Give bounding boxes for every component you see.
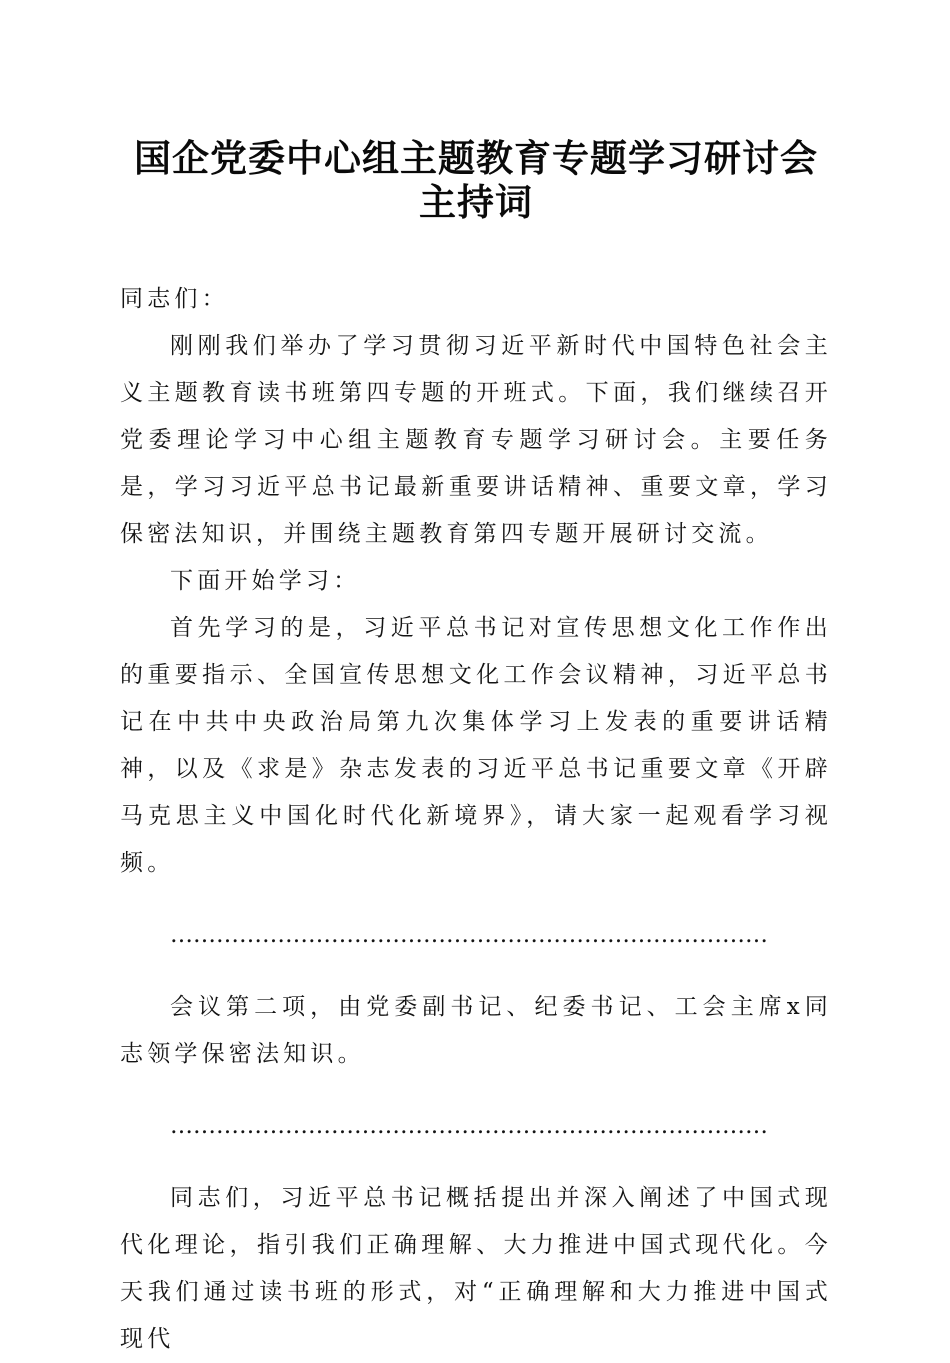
- document-title: 国企党委中心组主题教育专题学习研讨会主持词: [134, 136, 818, 224]
- paragraph-start-study: 下面开始学习：: [170, 568, 361, 594]
- separator-dots: ……………………………………………………………………: [170, 1113, 768, 1139]
- paragraph-opening: 刚刚我们举办了学习贯彻习近平新时代中国特色社会主义主题教育读书班第四专题的开班式。下面，我们继续召开党委理论学习中心组主题教育专题学习研讨会。主要任务是，学习习近平总书记最新重要讲话精神、重要文章，学习保密法知识，并围绕主题教育第四专题开展研讨交流。: [120, 333, 832, 547]
- document-body: [120, 276, 832, 1363]
- paragraph-first-item: 首先学习的是，习近平总书记对宣传思想文化工作作出的重要指示、全国宣传思想文化工作会议精神，习近平总书记在中共中央政治局第九次集体学习上发表的重要讲话精神，以及《求是》杂志发表的习近平总书记重要文章《开辟马克思主义中国化时代化新境界》，请大家一起观看学习视频。: [120, 615, 832, 876]
- separator-dots: ……………………………………………………………………: [170, 922, 768, 948]
- paragraph-closing: 同志们，习近平总书记概括提出并深入阐述了中国式现代化理论，指引我们正确理解、大力推进中国式现代化。今天我们通过读书班的形式，对“正确理解和大力推进中国式现代: [120, 1185, 832, 1352]
- spacer: [120, 1150, 832, 1175]
- paragraph-second-item: 会议第二项，由党委副书记、纪委书记、工会主席x同志领学保密法知识。: [120, 994, 832, 1067]
- salutation: 同志们：: [120, 286, 229, 312]
- spacer: [120, 959, 832, 984]
- spacer: [120, 887, 832, 912]
- spacer: [120, 1078, 832, 1103]
